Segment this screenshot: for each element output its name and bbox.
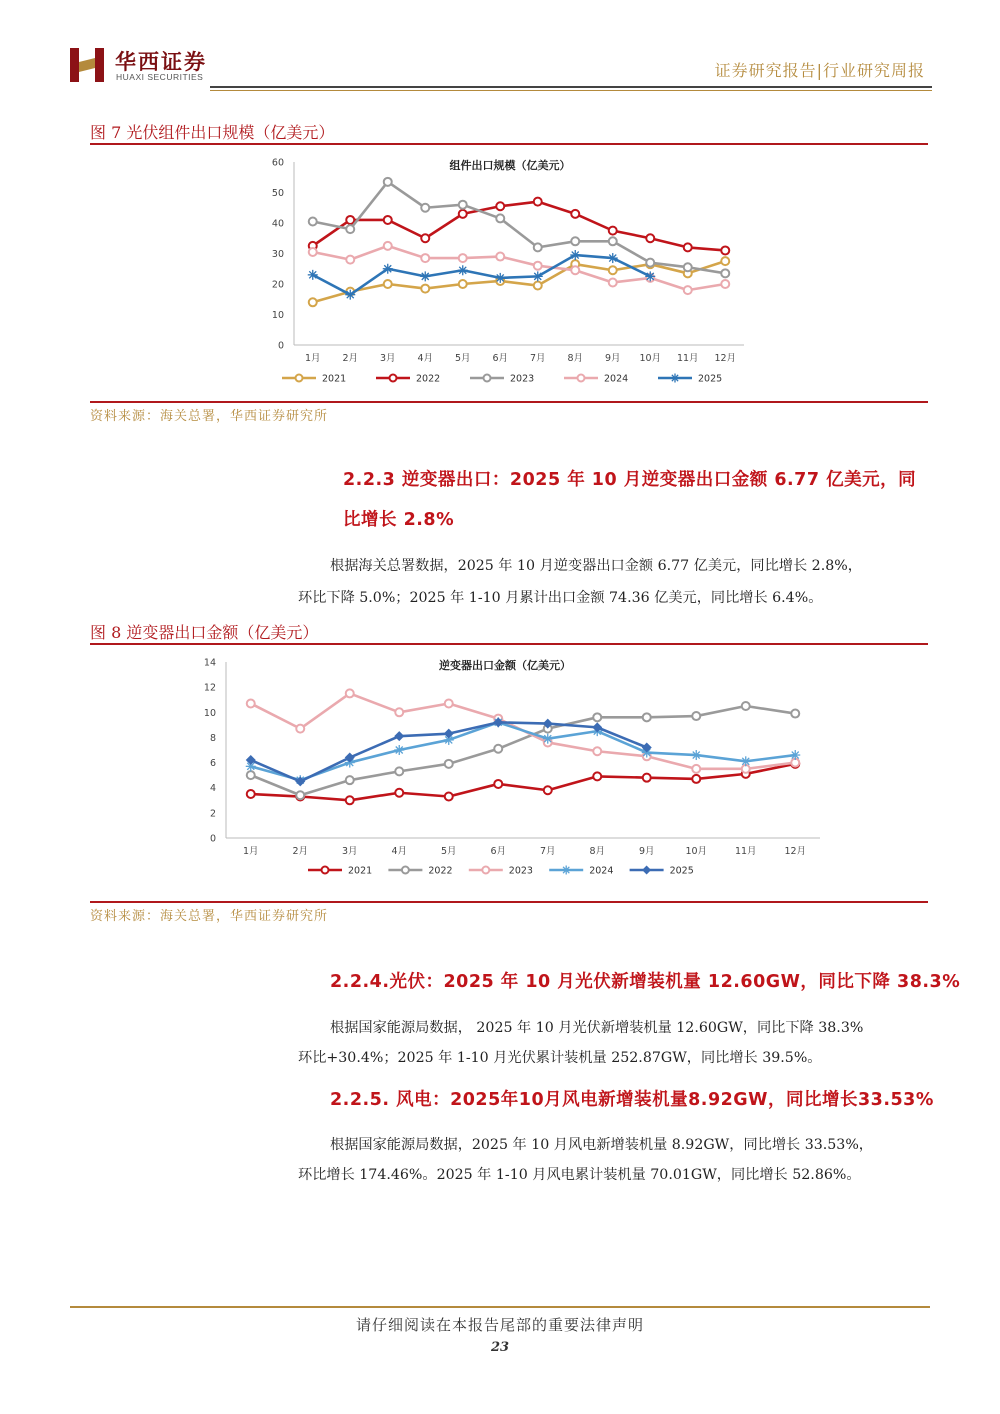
data-point-2023	[684, 263, 692, 271]
x-tick-label: 8月	[589, 846, 606, 857]
y-tick-label: 60	[271, 157, 284, 169]
y-tick-label: 50	[271, 188, 284, 199]
header-divider	[210, 86, 932, 88]
data-point-2024	[496, 253, 504, 261]
data-point-2022	[646, 234, 654, 242]
figure8-top-rule	[90, 643, 928, 645]
data-point-2021	[346, 796, 354, 804]
data-point-2025	[394, 731, 404, 741]
legend-label-2024: 2024	[604, 373, 629, 385]
legend-label-2021: 2021	[322, 373, 347, 385]
data-point-2023	[646, 259, 654, 267]
section-223-body-line1: 根据海关总署数据，2025 年 10 月逆变器出口金额 6.77 亿美元，同比增长 2.8%，	[330, 558, 862, 574]
data-point-2023	[721, 269, 729, 277]
figure8-caption: 图 8 逆变器出口金额（亿美元）	[90, 623, 319, 642]
series-line-2022	[313, 202, 726, 251]
legend-label-2024: 2024	[589, 865, 614, 877]
legend-label-2023: 2023	[510, 373, 535, 385]
data-point-2023	[534, 243, 542, 251]
x-tick-label: 1月	[242, 846, 259, 857]
data-point-2023	[445, 699, 453, 707]
data-point-2024	[309, 248, 317, 256]
data-point-2022	[494, 745, 502, 753]
footer-divider	[70, 1306, 930, 1308]
y-tick-label: 40	[271, 218, 284, 230]
data-point-2022	[445, 760, 453, 768]
legend-marker-2022	[402, 867, 409, 874]
section-224-body-line2: 环比+30.4%；2025 年 1-10 月光伏累计装机量 252.87GW，同比增长 39.5%。	[298, 1050, 822, 1066]
legend-label-2023: 2023	[508, 865, 533, 877]
y-tick-label: 4	[209, 783, 216, 795]
legend-marker-2022	[390, 375, 397, 382]
data-point-2021	[494, 780, 502, 788]
figure7-source: 资料来源：海关总署，华西证券研究所	[90, 409, 329, 424]
x-tick-label: 12月	[714, 353, 737, 364]
data-point-2022	[459, 210, 467, 218]
section-224-heading: 2.2.4.光伏：2025 年 10 月光伏新增装机量 12.60GW，同比下降 38.3%	[330, 972, 961, 992]
data-point-2025	[495, 273, 505, 283]
data-point-2023	[692, 765, 700, 773]
data-point-2022	[692, 712, 700, 720]
data-point-2022	[384, 216, 392, 224]
data-point-2024	[459, 254, 467, 262]
data-point-2024	[790, 750, 800, 760]
data-point-2022	[395, 767, 403, 775]
data-point-2025	[645, 271, 655, 281]
legend-marker-2025	[671, 374, 680, 383]
data-point-2022	[346, 776, 354, 784]
x-tick-label: 6月	[492, 353, 509, 364]
report-type: 证券研究报告|行业研究周报	[714, 61, 925, 80]
series-line-2023	[313, 182, 726, 274]
data-point-2024	[346, 256, 354, 264]
data-point-2025	[570, 250, 580, 260]
data-point-2022	[346, 216, 354, 224]
page-number: 23	[490, 1340, 510, 1355]
x-tick-label: 6月	[490, 846, 507, 857]
y-tick-label: 30	[271, 249, 284, 260]
legend-marker-2021	[296, 375, 303, 382]
data-point-2025	[308, 270, 318, 280]
section-223-heading-line1: 2.2.3 逆变器出口：2025 年 10 月逆变器出口金额 6.77 亿美元，同	[343, 470, 917, 490]
data-point-2023	[609, 237, 617, 245]
series-line-2022	[251, 706, 796, 795]
data-point-2021	[247, 790, 255, 798]
data-point-2022	[247, 771, 255, 779]
data-point-2025	[608, 253, 618, 263]
x-tick-label: 2月	[292, 846, 309, 857]
data-point-2022	[296, 791, 304, 799]
legend-marker-2025	[642, 866, 651, 875]
data-point-2024	[571, 266, 579, 274]
chart-title: 逆变器出口金额（亿美元）	[439, 659, 571, 672]
data-point-2022	[791, 710, 799, 718]
x-tick-label: 4月	[391, 846, 408, 857]
legend-label-2021: 2021	[348, 865, 373, 877]
legend-marker-2021	[322, 867, 329, 874]
legend-marker-2024	[578, 375, 585, 382]
section-225-body-line2: 环比增长 174.46%。2025 年 1-10 月风电累计装机量 70.01GW，同比增长 52.86%。	[298, 1167, 861, 1183]
y-tick-label: 10	[203, 707, 216, 719]
data-point-2025	[533, 271, 543, 281]
data-point-2024	[721, 280, 729, 288]
data-point-2024	[534, 262, 542, 270]
data-point-2023	[571, 237, 579, 245]
x-tick-label: 9月	[604, 353, 621, 364]
chart-title: 组件出口规模（亿美元）	[449, 159, 571, 172]
data-point-2022	[534, 198, 542, 206]
data-point-2024	[684, 286, 692, 294]
data-point-2023	[296, 725, 304, 733]
x-tick-label: 7月	[539, 846, 556, 857]
data-point-2022	[421, 234, 429, 242]
data-point-2023	[346, 225, 354, 233]
data-point-2023	[496, 214, 504, 222]
data-point-2025	[420, 271, 430, 281]
legend-marker-2024	[562, 866, 571, 875]
data-point-2023	[395, 708, 403, 716]
data-point-2024	[421, 254, 429, 262]
legend-marker-2023	[482, 867, 489, 874]
x-tick-label: 11月	[676, 353, 699, 364]
figure8-bottom-rule	[90, 901, 928, 903]
footer-disclaimer: 请仔细阅读在本报告尾部的重要法律声明	[355, 1316, 644, 1334]
x-tick-label: 11月	[734, 846, 757, 857]
x-tick-label: 5月	[440, 846, 457, 857]
y-tick-label: 0	[277, 340, 284, 352]
x-tick-label: 8月	[567, 353, 584, 364]
data-point-2022	[609, 227, 617, 235]
data-point-2023	[459, 201, 467, 209]
data-point-2022	[496, 202, 504, 210]
data-point-2022	[571, 210, 579, 218]
figure7-top-rule	[90, 143, 928, 145]
data-point-2021	[384, 280, 392, 288]
data-point-2022	[643, 713, 651, 721]
x-tick-label: 3月	[341, 846, 358, 857]
figure7-bottom-rule	[90, 401, 928, 403]
data-point-2022	[593, 713, 601, 721]
y-tick-label: 2	[209, 808, 216, 820]
x-tick-label: 9月	[638, 846, 655, 857]
huaxi-logo-icon	[70, 48, 104, 82]
section-223-body-line2: 环比下降 5.0%；2025 年 1-10 月累计出口金额 74.36 亿美元，同比增长 6.4%。	[298, 590, 823, 606]
data-point-2025	[383, 264, 393, 274]
y-tick-label: 10	[271, 310, 284, 321]
x-tick-label: 7月	[529, 353, 546, 364]
section-223-heading-line2: 比增长 2.8%	[343, 510, 455, 530]
y-tick-label: 20	[271, 279, 284, 291]
data-point-2021	[593, 772, 601, 780]
module-export-chart	[260, 150, 760, 395]
data-point-2024	[394, 745, 404, 755]
legend-label-2025: 2025	[669, 865, 694, 877]
legend-label-2022: 2022	[416, 373, 441, 385]
series-line-2024	[251, 722, 796, 780]
data-point-2023	[384, 178, 392, 186]
data-point-2021	[643, 774, 651, 782]
data-point-2021	[544, 786, 552, 794]
data-point-2022	[742, 702, 750, 710]
data-point-2024	[384, 242, 392, 250]
figure8-source: 资料来源：海关总署，华西证券研究所	[90, 909, 329, 924]
data-point-2023	[593, 747, 601, 755]
x-tick-label: 12月	[784, 846, 807, 857]
section-225-heading: 2.2.5. 风电：2025年10月风电新增装机量8.92GW，同比增长33.53%	[330, 1090, 934, 1110]
legend-label-2022: 2022	[428, 865, 453, 877]
y-tick-label: 12	[203, 682, 216, 694]
data-point-2021	[445, 793, 453, 801]
y-tick-label: 14	[203, 657, 216, 669]
data-point-2021	[692, 775, 700, 783]
data-point-2021	[459, 280, 467, 288]
section-225-body-line1: 根据国家能源局数据，2025 年 10 月风电新增装机量 8.92GW，同比增长 33.53%，	[330, 1137, 873, 1153]
data-point-2021	[421, 285, 429, 293]
legend-label-2025: 2025	[698, 373, 723, 385]
data-point-2021	[721, 257, 729, 265]
x-tick-label: 3月	[379, 353, 396, 364]
x-tick-label: 2月	[342, 353, 359, 364]
y-tick-label: 8	[209, 732, 216, 744]
x-tick-label: 10月	[685, 846, 708, 857]
figure7-caption: 图 7 光伏组件出口规模（亿美元）	[90, 123, 335, 142]
data-point-2023	[247, 699, 255, 707]
data-point-2025	[458, 265, 468, 275]
data-point-2022	[721, 246, 729, 254]
data-point-2021	[534, 282, 542, 290]
data-point-2023	[346, 689, 354, 697]
data-point-2023	[421, 204, 429, 212]
logo-en-text: HUAXI SECURITIES	[116, 72, 204, 82]
x-tick-label: 1月	[304, 353, 321, 364]
y-tick-label: 0	[209, 833, 216, 845]
logo-cn-text: 华西证券	[115, 50, 207, 74]
inverter-export-chart	[190, 650, 840, 890]
data-point-2024	[691, 750, 701, 760]
data-point-2024	[609, 278, 617, 286]
data-point-2023	[309, 217, 317, 225]
data-point-2021	[395, 789, 403, 797]
section-224-body-line1: 根据国家能源局数据， 2025 年 10 月光伏新增装机量 12.60GW，同比下降 38.3%	[330, 1020, 864, 1036]
x-tick-label: 5月	[454, 353, 471, 364]
x-tick-label: 4月	[417, 353, 434, 364]
header-divider-gold	[210, 90, 932, 91]
legend-marker-2023	[484, 375, 491, 382]
data-point-2021	[309, 298, 317, 306]
data-point-2021	[609, 266, 617, 274]
data-point-2024	[741, 756, 751, 766]
data-point-2022	[684, 243, 692, 251]
x-tick-label: 10月	[639, 353, 662, 364]
y-tick-label: 6	[209, 758, 216, 770]
